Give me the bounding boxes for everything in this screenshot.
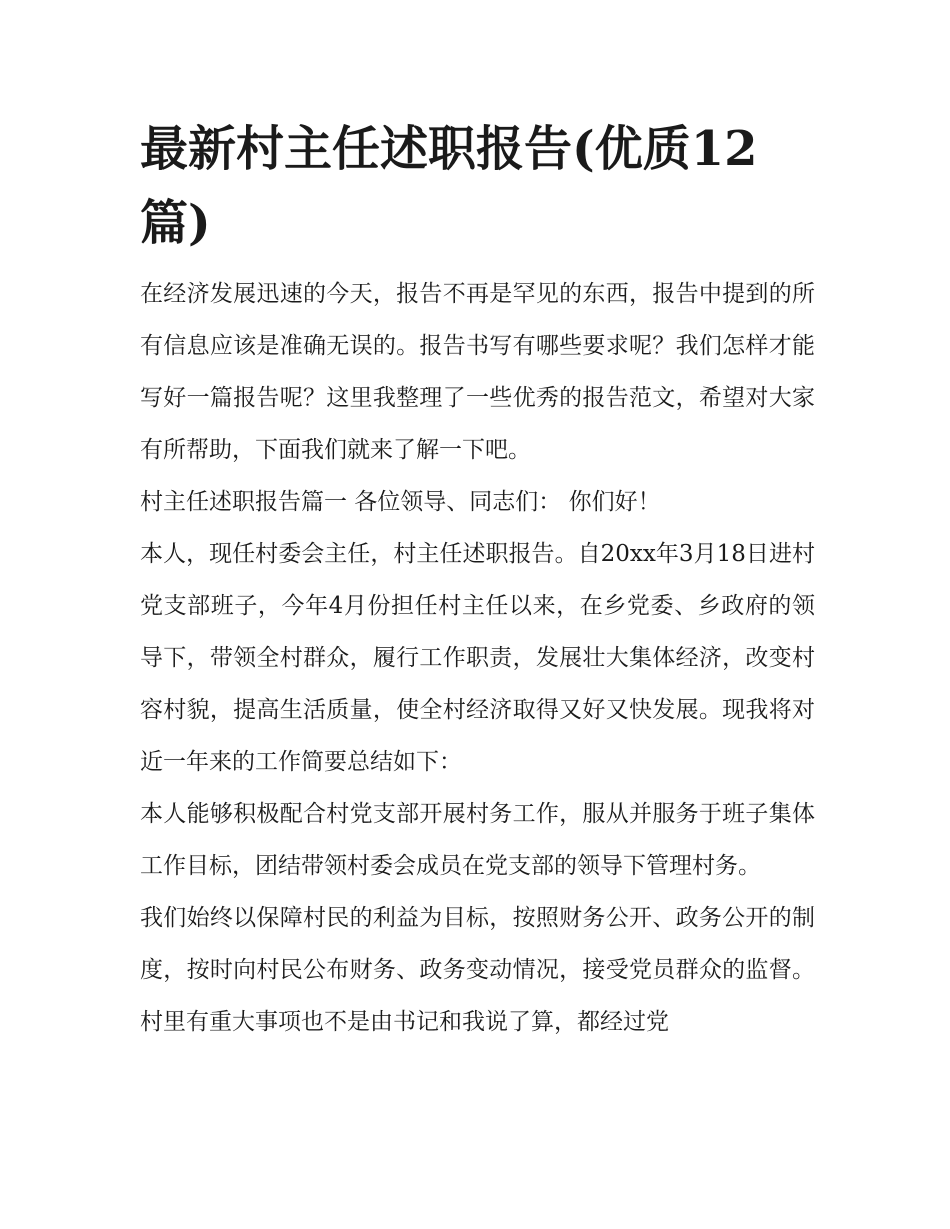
paragraph-greeting: 村主任述职报告篇一 各位领导、同志们： 你们好！ xyxy=(140,489,661,515)
document-title: 最新村主任述职报告(优质12篇) xyxy=(140,121,758,251)
paragraph-intro: 在经济发展迅速的今天，报告不再是罕见的东西，报告中提到的所有信息应该是准确无误的。报告书写有哪些要求呢？我们怎样才能写好一篇报告呢？这里我整理了一些优秀的报告范文，希望对大家有所帮助，下面我们就来了解一下吧。 xyxy=(140,281,815,463)
document-body xyxy=(140,112,815,1048)
paragraph-transparency: 我们始终以保障村民的利益为目标，按照财务公开、政务公开的制度，按时向村民公布财务、政务变动情况，接受党员群众的监督。村里有重大事项也不是由书记和我说了算，都经过党 xyxy=(140,905,815,1035)
paragraph-cooperation: 本人能够积极配合村党支部开展村务工作，服从并服务于班子集体工作目标，团结带领村委会成员在党支部的领导下管理村务。 xyxy=(140,801,815,879)
paragraph-position: 本人，现任村委会主任，村主任述职报告。自20xx年3月18日进村党支部班子，今年4月份担任村主任以来，在乡党委、乡政府的领导下，带领全村群众，履行工作职责，发展壮大集体经济，改变村容村貌，提高生活质量，使全村经济取得又好又快发展。现我将对近一年来的工作简要总结如下： xyxy=(140,541,815,775)
